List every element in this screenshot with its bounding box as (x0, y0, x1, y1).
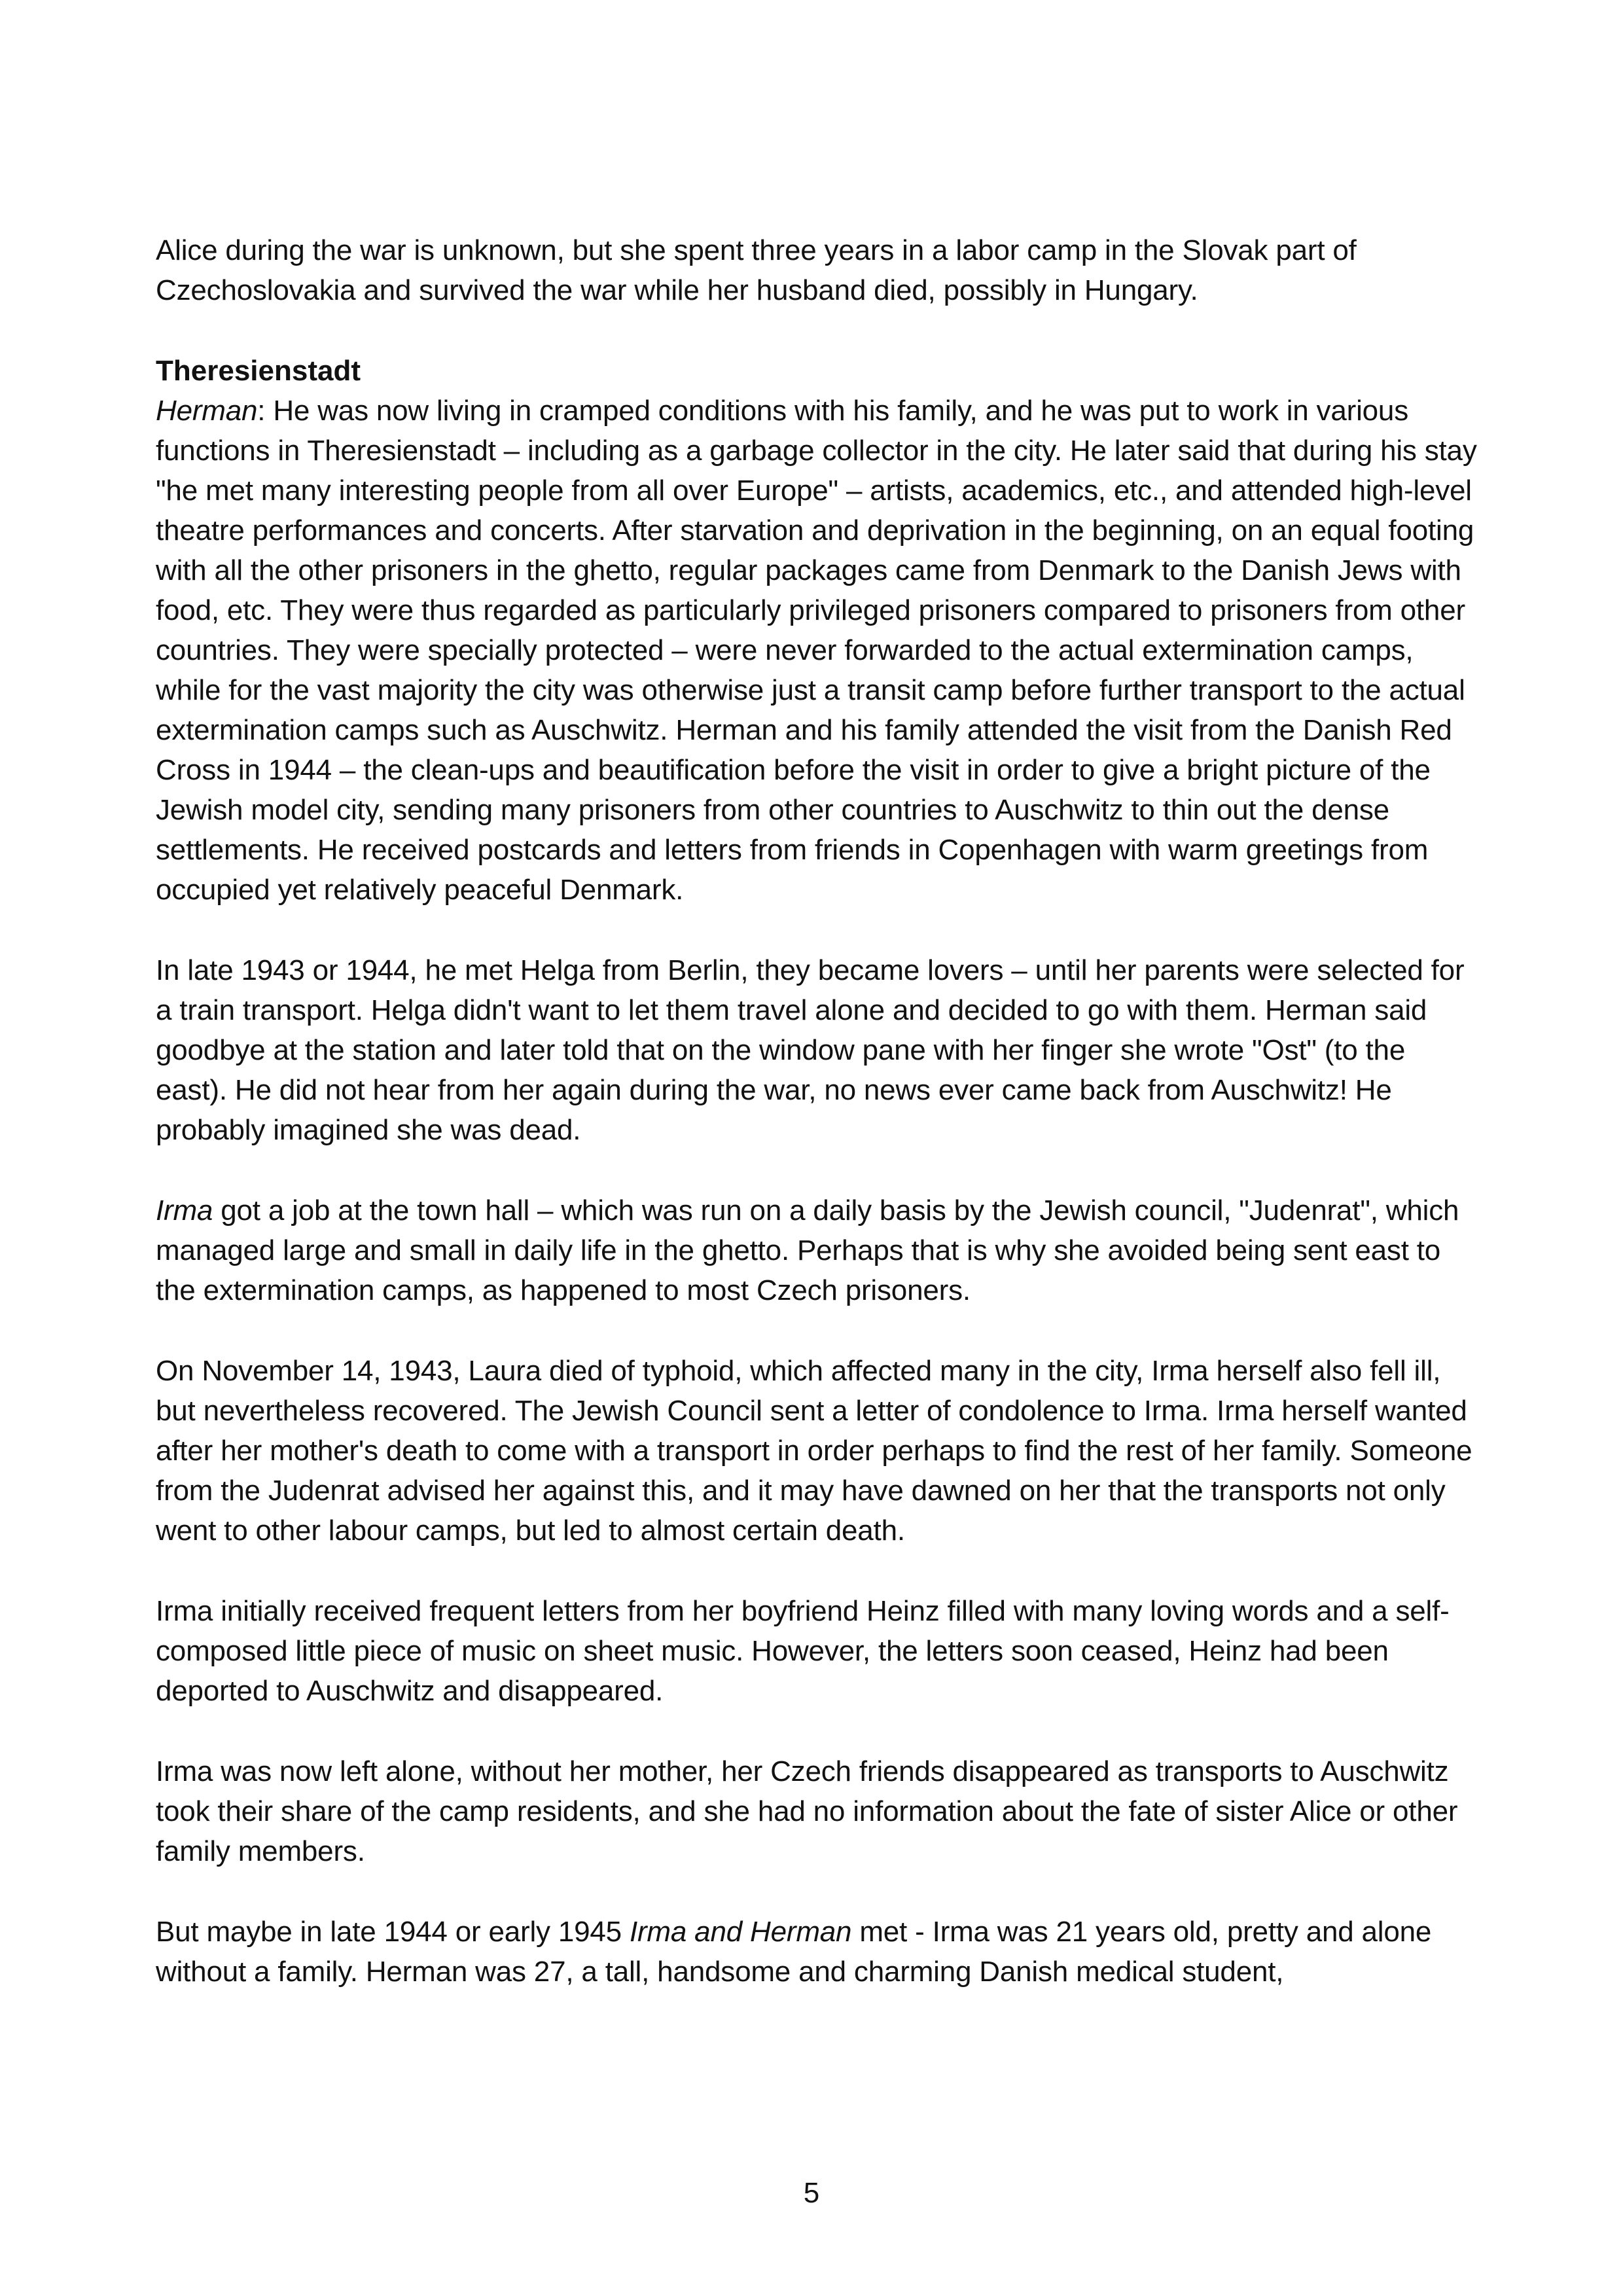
page-number: 5 (803, 2177, 820, 2209)
paragraph-italic-names: Irma and Herman (629, 1916, 852, 1948)
paragraph-laura: On November 14, 1943, Laura died of typhoid, which affected many in the city, Irma herself also fell ill, but nevertheless recovered. The Jewish Council sent a letter of condolence to Irma. Irma herself wanted after her mother's death to come with a transport in order perhaps to find the rest of her family. Someone from the Judenrat advised her against this, and it may have dawned on her that the transports not only went to other labour camps, but led to almost certain death. (156, 1355, 1472, 1547)
paragraph-text: met - Irma was 21 years old, pretty and alone without a family. Herman was 27, a tall, handsome and charming Danish medical student, (156, 1916, 1432, 1988)
paragraph-text: : He was now living in cramped conditions with his family, and he was put to work in various functions in Theresienstadt – including as a garbage collector in the city. He later said that during his stay "he met many interesting people from all over Europe" – artists, academics, etc., and attended high-level theatre performances and concerts. After starvation and deprivation in the beginning, on an equal footing with all the other prisoners in the ghetto, regular packages came from Denmark to the Danish Jews with food, etc. They were thus regarded as particularly privileged prisoners compared to prisoners from other countries. They were specially protected – were never forwarded to the actual extermination camps, while for the vast majority the city was otherwise just a transit camp before further transport to the actual extermination camps such as Auschwitz. Herman and his family attended the visit from the Danish Red Cross in 1944 – the clean-ups and beautification before the visit in order to give a bright picture of the Jewish model city, sending many prisoners from other countries to Auschwitz to thin out the dense settlements. He received postcards and letters from friends in Copenhagen with warm greetings from occupied yet relatively peaceful Denmark. (156, 395, 1477, 906)
paragraph-helga: In late 1943 or 1944, he met Helga from Berlin, they became lovers – until her parents were selected for a train transport. Helga didn't want to let them travel alone and decided to go with them. Herman said goodbye at the station and later told that on the window pane with her finger she wrote "Ost" (to the east). He did not hear from her again during the war, no news ever came back from Auschwitz! He probably imagined she was dead. (156, 954, 1465, 1146)
paragraph-text: But maybe in late 1944 or early 1945 (156, 1916, 630, 1948)
paragraph-heinz: Irma initially received frequent letters from her boyfriend Heinz filled with many loving words and a self-composed little piece of music on sheet music. However, the letters soon ceased, Heinz had been deported to Auschwitz and disappeared. (156, 1595, 1450, 1707)
paragraph-meeting (156, 1912, 1478, 1992)
paragraph-herman (156, 391, 1478, 910)
paragraph-alone: Irma was now left alone, without her mother, her Czech friends disappeared as transports to Auschwitz took their share of the camp residents, and she had no information about the fate of sister Alice or other family members. (156, 1755, 1458, 1867)
paragraph-lead-name: Herman (156, 395, 258, 427)
intro-paragraph: Alice during the war is unknown, but she spent three years in a labor camp in the Slovak part of Czechoslovakia and survived the war while her husband died, possibly in Hungary. (156, 234, 1357, 306)
document-page (156, 230, 1478, 2032)
paragraph-irma-job (156, 1191, 1478, 1310)
section-heading: Theresienstadt (156, 355, 361, 387)
paragraph-lead-name: Irma (156, 1194, 213, 1227)
paragraph-text: got a job at the town hall – which was run on a daily basis by the Jewish council, "Judenrat", which managed large and small in daily life in the ghetto. Perhaps that is why she avoided being sent east to the extermination camps, as happened to most Czech prisoners. (156, 1194, 1459, 1306)
